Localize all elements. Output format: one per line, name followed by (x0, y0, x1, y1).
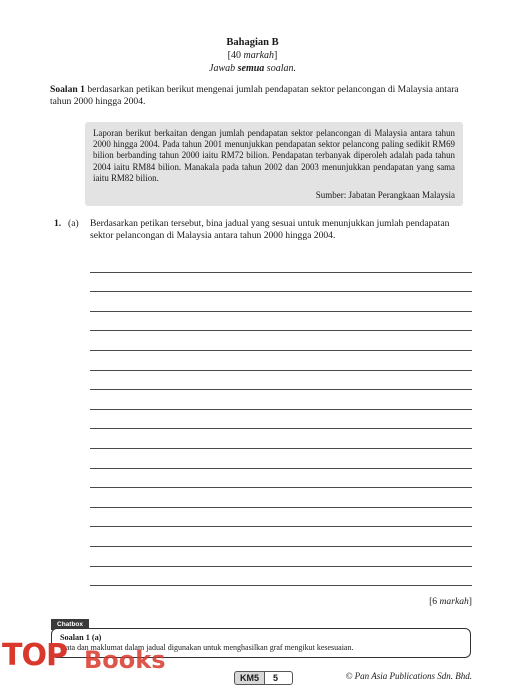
marks-suffix: ] (274, 50, 278, 61)
q-marks-suffix: ] (468, 596, 472, 607)
question-part: (a) (68, 218, 79, 229)
answer-line[interactable] (90, 469, 472, 489)
chatbox-text: Data dan maklumat dalam jadual digunakan untuk menghasilkan graf mengikut kesesuaian. (60, 643, 354, 652)
page-number: 5 (264, 671, 293, 685)
instruction-bold: semua (237, 63, 265, 74)
answer-line[interactable] (90, 508, 472, 528)
intro-label: Soalan 1 (50, 84, 85, 95)
answer-line[interactable] (90, 371, 472, 391)
logo-word-top: TOP (2, 638, 67, 673)
page-indicator (234, 671, 293, 685)
chatbox-tag: Chatbox (51, 619, 89, 630)
answer-line[interactable] (90, 527, 472, 547)
answer-line[interactable] (90, 567, 472, 587)
answer-line[interactable] (90, 253, 472, 273)
passage-text: Laporan berikut berkaitan dengan jumlah pendapatan sektor pelancongan di Malaysia antara tahun 2000 hingga 2004. Pada tahun 2001 menunjukkan pendapatan sektor pelancong paling sedikit RM69 bilion berbanding tahun 2000 iaitu RM72 bilion. Pendapatan terbanyak diperoleh adalah pada tahun 2004 iaitu RM84 bilion. Manakala pada tahun 2002 dan 2003 menunjukkan pendapatan yang sama iaitu RM82 bilion. (93, 128, 455, 183)
answer-line[interactable] (90, 331, 472, 351)
answer-line[interactable] (90, 547, 472, 567)
answer-line[interactable] (90, 292, 472, 312)
question-text: Berdasarkan petikan tersebut, bina jadual yang sesuai untuk menunjukkan jumlah pendapatan sektor pelancongan di Malaysia antara tahun 2000 hingga 2004. (90, 218, 450, 241)
question-number: 1. (54, 218, 62, 229)
q-marks-word: markah (439, 596, 469, 607)
question-intro (50, 84, 475, 108)
answer-line[interactable] (90, 429, 472, 449)
answer-line[interactable] (90, 390, 472, 410)
chatbox-title: Soalan 1 (a) (60, 633, 102, 642)
topbooks-logo (2, 638, 182, 678)
instruction-post: soalan. (264, 63, 296, 74)
answer-line[interactable] (90, 312, 472, 332)
publisher-credit: © Pan Asia Publications Sdn. Bhd. (345, 671, 472, 681)
question-marks (429, 596, 472, 607)
section-instruction (0, 63, 505, 74)
answer-lines[interactable] (90, 253, 472, 586)
answer-line[interactable] (90, 351, 472, 371)
answer-line[interactable] (90, 410, 472, 430)
q-marks-prefix: [6 (429, 596, 440, 607)
section-marks (0, 50, 505, 61)
intro-text: berdasarkan petikan berikut mengenai jumlah pendapatan sektor pelancongan di Malaysia antara tahun 2000 hingga 2004. (50, 84, 459, 107)
answer-line[interactable] (90, 449, 472, 469)
logo-word-books: Books (84, 646, 166, 674)
passage-box (85, 122, 463, 206)
marks-word: markah (243, 50, 275, 61)
section-title: Bahagian B (226, 37, 279, 48)
marks-prefix: [40 (227, 50, 244, 61)
answer-line[interactable] (90, 488, 472, 508)
passage-source: Sumber: Jabatan Perangkaan Malaysia (315, 190, 455, 201)
answer-line[interactable] (90, 273, 472, 293)
page-label: KM5 (234, 671, 264, 685)
instruction-pre: Jawab (209, 63, 238, 74)
